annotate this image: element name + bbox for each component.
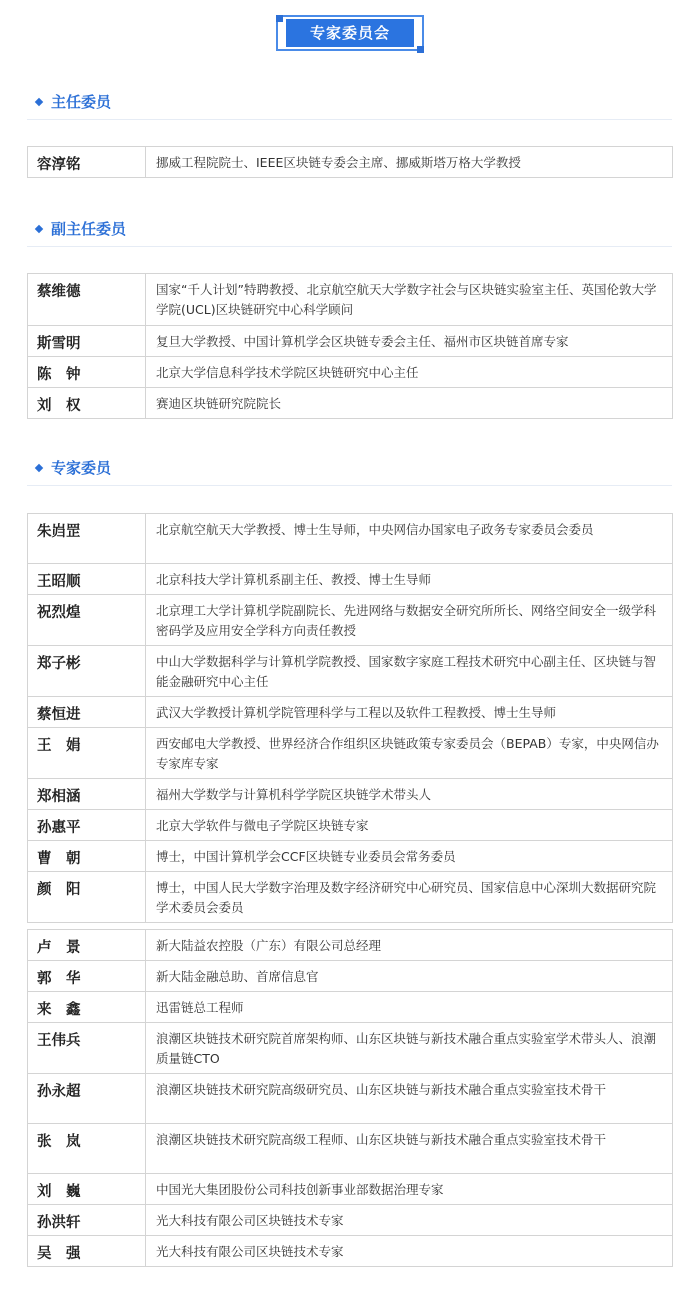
table-row [28, 595, 673, 646]
member-desc: 博士，中国人民大学数字治理及数字经济研究中心研究员、国家信息中心深圳大数据研究院学术委员会委员 [146, 872, 673, 923]
member-desc: 光大科技有限公司区块链技术专家 [146, 1236, 673, 1267]
table-row [28, 1074, 673, 1124]
table-row [28, 872, 673, 923]
member-name: 刘 巍 [28, 1174, 146, 1205]
table-row [28, 779, 673, 810]
member-desc: 中山大学数据科学与计算机学院教授、国家数字家庭工程技术研究中心副主任、区块链与智能金融研究中心主任 [146, 646, 673, 697]
member-name: 孙洪轩 [28, 1205, 146, 1236]
member-desc: 复旦大学教授、中国计算机学会区块链专委会主任、福州市区块链首席专家 [146, 326, 673, 357]
experts-table-group1 [27, 513, 673, 923]
member-desc: 国家“千人计划”特聘教授、北京航空航天大学数字社会与区块链实验室主任、英国伦敦大学学院(UCL)区块链研究中心科学顾问 [146, 274, 673, 326]
member-name: 容淳铭 [28, 147, 146, 178]
member-name: 斯雪明 [28, 326, 146, 357]
member-name: 卢 景 [28, 930, 146, 961]
member-desc: 迅雷链总工程师 [146, 992, 673, 1023]
member-name: 王伟兵 [28, 1023, 146, 1074]
member-name: 蔡恒进 [28, 697, 146, 728]
table-row [28, 1174, 673, 1205]
member-desc: 福州大学数学与计算机科学学院区块链学术带头人 [146, 779, 673, 810]
table-row [28, 274, 673, 326]
member-desc: 中国光大集团股份公司科技创新事业部数据治理专家 [146, 1174, 673, 1205]
member-desc: 浪潮区块链技术研究院高级研究员、山东区块链与新技术融合重点实验室技术骨干 [146, 1074, 673, 1124]
member-desc: 赛迪区块链研究院院长 [146, 388, 673, 419]
member-name: 郑相涵 [28, 779, 146, 810]
chair-table [27, 146, 673, 178]
vice-table [27, 273, 673, 419]
section-label: 专家委员 [51, 459, 112, 477]
member-name: 王 娟 [28, 728, 146, 779]
member-desc: 浪潮区块链技术研究院高级工程师、山东区块链与新技术融合重点实验室技术骨干 [146, 1124, 673, 1174]
member-name: 张 岚 [28, 1124, 146, 1174]
table-row [28, 388, 673, 419]
member-desc: 新大陆益农控股（广东）有限公司总经理 [146, 930, 673, 961]
table-row [28, 697, 673, 728]
table-row [28, 514, 673, 564]
title-banner [0, 13, 700, 53]
table-row [28, 810, 673, 841]
member-name: 刘 权 [28, 388, 146, 419]
page-title: 专家委员会 [286, 19, 414, 47]
member-name: 颜 阳 [28, 872, 146, 923]
member-desc: 光大科技有限公司区块链技术专家 [146, 1205, 673, 1236]
member-desc: 西安邮电大学教授、世界经济合作组织区块链政策专家委员会（BEPAB）专家，中央网信办专家库专家 [146, 728, 673, 779]
member-name: 孙惠平 [28, 810, 146, 841]
member-desc: 武汉大学教授计算机学院管理科学与工程以及软件工程教授、博士生导师 [146, 697, 673, 728]
member-name: 王昭顺 [28, 564, 146, 595]
table-row [28, 326, 673, 357]
member-name: 朱岿罡 [28, 514, 146, 564]
member-desc: 挪威工程院院士、IEEE区块链专委会主席、挪威斯塔万格大学教授 [146, 147, 673, 178]
table-row [28, 1023, 673, 1074]
member-name: 蔡维德 [28, 274, 146, 326]
banner-corner-br [417, 46, 424, 53]
member-desc: 北京科技大学计算机系副主任、教授、博士生导师 [146, 564, 673, 595]
section-heading-experts [27, 454, 672, 486]
member-desc: 博士，中国计算机学会CCF区块链专业委员会常务委员 [146, 841, 673, 872]
table-row [28, 841, 673, 872]
member-name: 陈 钟 [28, 357, 146, 388]
diamond-bullet-icon [35, 225, 43, 233]
member-desc: 北京大学软件与微电子学院区块链专家 [146, 810, 673, 841]
diamond-bullet-icon [35, 98, 43, 106]
member-name: 郭 华 [28, 961, 146, 992]
table-row [28, 564, 673, 595]
member-desc: 北京大学信息科学技术学院区块链研究中心主任 [146, 357, 673, 388]
table-row [28, 646, 673, 697]
table-row [28, 961, 673, 992]
member-name: 祝烈煌 [28, 595, 146, 646]
section-label: 主任委员 [51, 93, 112, 111]
member-desc: 新大陆金融总助、首席信息官 [146, 961, 673, 992]
section-heading-vice [27, 215, 672, 247]
table-row [28, 992, 673, 1023]
member-desc: 北京航空航天大学教授、博士生导师，中央网信办国家电子政务专家委员会委员 [146, 514, 673, 564]
banner-corner-tl [276, 15, 283, 22]
table-row [28, 930, 673, 961]
table-row [28, 147, 673, 178]
table-row [28, 1124, 673, 1174]
table-row [28, 728, 673, 779]
member-desc: 北京理工大学计算机学院副院长、先进网络与数据安全研究所所长、网络空间安全一级学科密码学及应用安全学科方向责任教授 [146, 595, 673, 646]
table-row [28, 357, 673, 388]
member-name: 孙永超 [28, 1074, 146, 1124]
member-name: 郑子彬 [28, 646, 146, 697]
member-name: 吴 强 [28, 1236, 146, 1267]
member-desc: 浪潮区块链技术研究院首席架构师、山东区块链与新技术融合重点实验室学术带头人、浪潮质量链CTO [146, 1023, 673, 1074]
diamond-bullet-icon [35, 464, 43, 472]
section-label: 副主任委员 [51, 220, 127, 238]
experts-table-group2 [27, 929, 673, 1267]
member-name: 来 鑫 [28, 992, 146, 1023]
section-heading-chair [27, 88, 672, 120]
table-row [28, 1205, 673, 1236]
table-row [28, 1236, 673, 1267]
member-name: 曹 朝 [28, 841, 146, 872]
